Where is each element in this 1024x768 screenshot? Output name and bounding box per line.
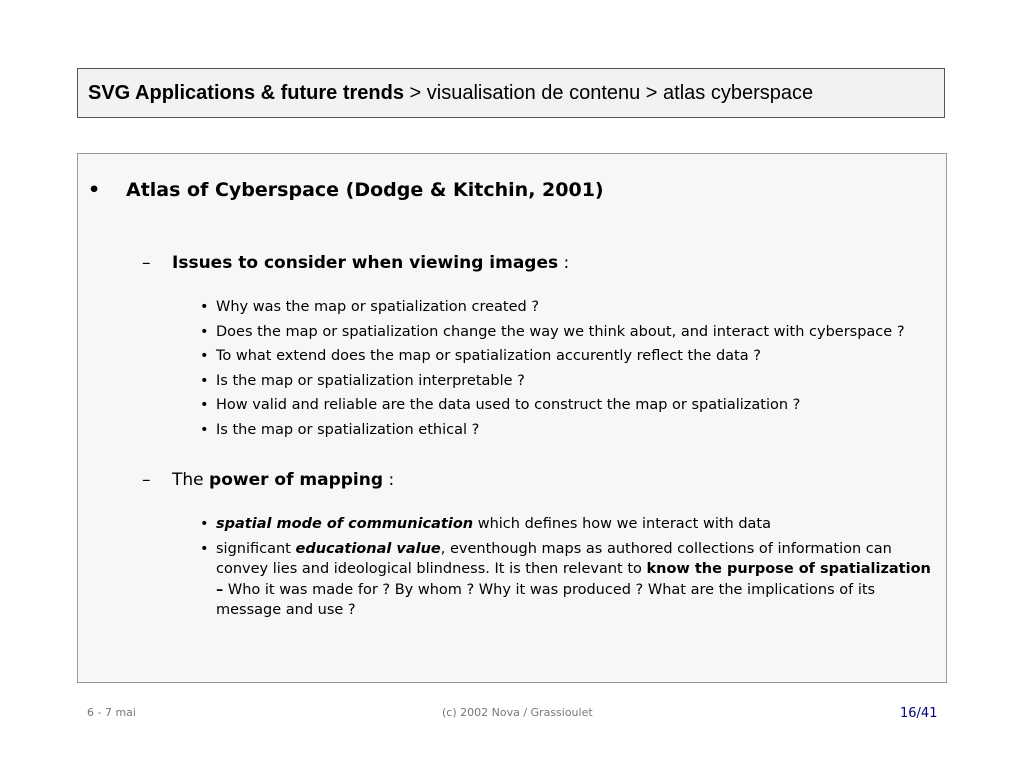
list-item <box>200 297 936 318</box>
list-item-text: Why was the map or spatialization created ? <box>216 299 540 315</box>
list-item-text: How valid and reliable are the data used to construct the map or spatialization ? <box>216 397 801 413</box>
item-text-mid: , eventhough maps as authored collections of information can convey lies and ideological blindness. It is then relevant to <box>216 540 897 577</box>
list-item-text: Does the map or spatialization change the way we think about, and interact with cyberspace ? <box>216 323 905 340</box>
list-item-text: Is the map or spatialization ethical ? <box>216 421 480 438</box>
issues-list <box>200 297 936 444</box>
title-bold: SVG Applications & future trends <box>88 81 404 104</box>
list-item <box>200 346 936 367</box>
list-item-text: Is the map or spatialization interpretable ? <box>216 372 525 389</box>
bullet-icon: • <box>200 397 209 413</box>
bullet-icon: • <box>200 540 209 557</box>
bullet-icon: • <box>200 348 209 364</box>
dash-icon: – <box>142 470 151 490</box>
item-text: which defines how we interact with data <box>473 516 771 532</box>
bullet-icon: • <box>88 179 101 201</box>
page-number: 16/41 <box>900 706 938 721</box>
footer-date: 6 - 7 mai <box>87 706 136 719</box>
item-bold: know the purpose of spatialization – <box>216 561 931 598</box>
slide-title <box>77 68 945 118</box>
issues-heading-bold: Issues to consider when viewing images <box>172 253 559 273</box>
list-item-text: To what extend does the map or spatialization accurently reflect the data ? <box>216 348 761 364</box>
list-item <box>200 395 936 416</box>
item-text-pre: significant <box>216 540 296 557</box>
list-item <box>200 322 936 343</box>
bullet-icon: • <box>200 323 209 340</box>
list-item <box>200 514 936 535</box>
item-emphasis: educational value <box>295 540 441 557</box>
title-breadcrumb: > visualisation de contenu > atlas cyberspace <box>403 81 814 104</box>
list-item <box>200 420 936 441</box>
dash-icon: – <box>142 253 151 273</box>
main-bullet-text: Atlas of Cyberspace (Dodge & Kitchin, 2001) <box>126 179 604 201</box>
power-heading-colon: : <box>383 470 395 490</box>
item-text-rest: Who it was made for ? By whom ? Why it was produced ? What are the implications of its message and use ? <box>216 581 880 618</box>
power-heading-pre: The <box>172 470 210 490</box>
list-item <box>200 371 936 392</box>
bullet-icon: • <box>200 299 209 315</box>
footer-copyright: (c) 2002 Nova / Grassioulet <box>442 706 593 719</box>
list-item <box>200 539 936 621</box>
power-heading-bold: power of mapping <box>209 470 384 490</box>
power-list <box>200 514 936 625</box>
item-emphasis: spatial mode of communication <box>216 516 474 532</box>
bullet-icon: • <box>200 372 209 389</box>
bullet-icon: • <box>200 421 209 438</box>
content-panel <box>77 153 947 683</box>
bullet-icon: • <box>200 516 209 532</box>
issues-heading-colon: : <box>558 253 570 273</box>
